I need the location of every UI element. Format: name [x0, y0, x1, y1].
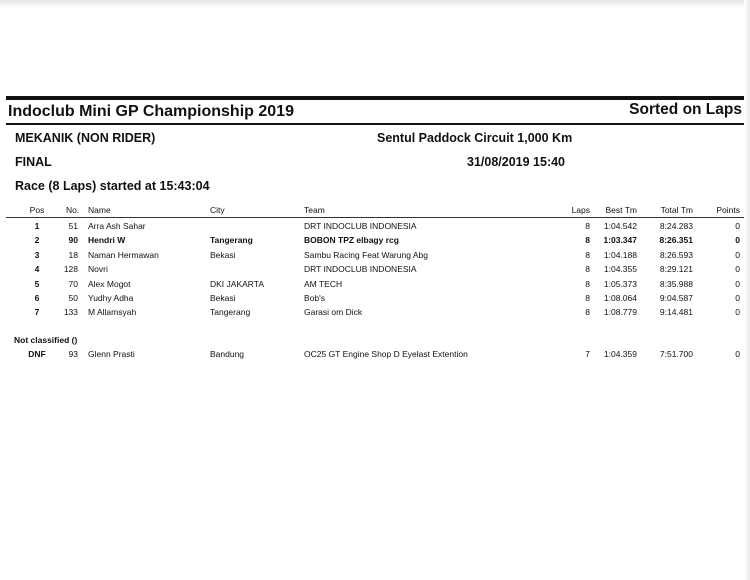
cell-best: 1:04.355 [603, 264, 637, 275]
cell-name: Arra Ash Sahar [88, 221, 146, 231]
cell-total: 8:26.593 [659, 249, 693, 260]
header-rule-thick [6, 96, 744, 100]
cell-points: 0 [735, 264, 740, 275]
cell-points: 0 [735, 235, 740, 246]
cell-laps: 8 [585, 249, 590, 260]
cell-best: 1:04.542 [603, 221, 637, 231]
cell-name: Novri [88, 264, 108, 275]
col-header-city: City [210, 205, 225, 215]
cell-total: 9:14.481 [659, 307, 693, 318]
cell-points: 0 [735, 221, 740, 231]
cell-points: 0 [735, 293, 740, 303]
cell-name: Alex Mogot [88, 278, 131, 289]
cell-name: Naman Hermawan [88, 249, 159, 260]
cell-team: OC25 GT Engine Shop D Eyelast Extention [304, 349, 468, 359]
cell-total: 8:26.351 [659, 235, 693, 246]
cell-total: 8:35.988 [659, 278, 693, 289]
cell-laps: 8 [585, 264, 590, 275]
col-header-no: No. [66, 205, 80, 215]
cell-total: 7:51.700 [659, 349, 693, 359]
cell-pos: 2 [34, 235, 40, 246]
datetime-label: 31/08/2019 15:40 [467, 155, 566, 169]
col-header-best-time: Best Tm [605, 205, 637, 215]
sort-label: Sorted on Laps [629, 101, 742, 118]
col-header-laps: Laps [571, 205, 590, 215]
cell-total: 9:04.587 [659, 293, 693, 303]
cell-name: M Allamsyah [88, 307, 137, 318]
cell-points: 0 [735, 278, 740, 289]
col-header-pos: Pos [29, 205, 45, 215]
cell-pos: 6 [34, 293, 40, 303]
cell-pos: 1 [34, 221, 40, 231]
cell-pos: DNF [28, 349, 46, 359]
cell-no: 128 [63, 264, 78, 275]
cell-team: Garasi om Dick [304, 307, 363, 318]
cell-laps: 8 [585, 235, 590, 246]
cell-total: 8:29.121 [659, 264, 693, 275]
col-header-team: Team [304, 205, 325, 215]
cell-city: DKI JAKARTA [210, 278, 265, 289]
cell-city: Tangerang [210, 235, 253, 246]
cell-pos: 7 [34, 307, 40, 318]
cell-team: Bob's [304, 293, 325, 303]
cell-no: 93 [68, 349, 78, 359]
cell-laps: 8 [585, 293, 590, 303]
race-info-label: Race (8 Laps) started at 15:43:04 [15, 179, 210, 193]
cell-name: Glenn Prasti [88, 349, 135, 359]
cell-city: Bandung [210, 349, 245, 359]
cell-points: 0 [735, 249, 740, 260]
championship-title: Indoclub Mini GP Championship 2019 [8, 103, 294, 120]
cell-no: 51 [68, 221, 78, 231]
page-edge-shadow-top [0, 0, 750, 8]
cell-team: Sambu Racing Feat Warung Abg [304, 249, 428, 260]
cell-best: 1:05.373 [603, 278, 637, 289]
column-header-rule [6, 217, 744, 218]
cell-best: 1:04.188 [603, 249, 637, 260]
cell-team: DRT INDOCLUB INDONESIA [304, 264, 417, 275]
cell-total: 8:24.283 [659, 221, 693, 231]
cell-pos: 3 [34, 249, 40, 260]
cell-laps: 7 [585, 349, 590, 359]
category-label: MEKANIK (NON RIDER) [15, 131, 156, 145]
cell-name: Yudhy Adha [88, 293, 134, 303]
cell-laps: 8 [585, 307, 590, 318]
cell-pos: 4 [34, 264, 40, 275]
col-header-points: Points [716, 205, 740, 215]
cell-no: 133 [63, 307, 78, 318]
cell-points: 0 [735, 349, 740, 359]
cell-no: 50 [68, 293, 78, 303]
cell-city: Bekasi [210, 293, 236, 303]
cell-team: AM TECH [304, 278, 343, 289]
header-rule [6, 123, 744, 125]
cell-pos: 5 [34, 278, 40, 289]
cell-city: Bekasi [210, 249, 236, 260]
cell-best: 1:08.064 [603, 293, 637, 303]
circuit-label: Sentul Paddock Circuit 1,000 Km [377, 131, 573, 145]
cell-no: 18 [68, 249, 78, 260]
cell-no: 70 [68, 278, 78, 289]
col-header-name: Name [88, 205, 111, 215]
cell-name: Hendri W [88, 235, 126, 246]
cell-best: 1:04.359 [603, 349, 637, 359]
cell-laps: 8 [585, 278, 590, 289]
page-edge-shadow-right [744, 0, 750, 580]
cell-laps: 8 [585, 221, 590, 231]
col-header-total-time: Total Tm [660, 205, 693, 215]
cell-city: Tangerang [210, 307, 251, 318]
cell-points: 0 [735, 307, 740, 318]
not-classified-label: Not classified () [14, 335, 78, 345]
cell-no: 90 [68, 235, 78, 246]
cell-best: 1:08.779 [603, 307, 637, 318]
cell-team: DRT INDOCLUB INDONESIA [304, 221, 417, 231]
cell-team: BOBON TPZ elbagy rcg [304, 235, 399, 246]
cell-best: 1:03.347 [603, 235, 637, 246]
session-label: FINAL [15, 155, 52, 169]
